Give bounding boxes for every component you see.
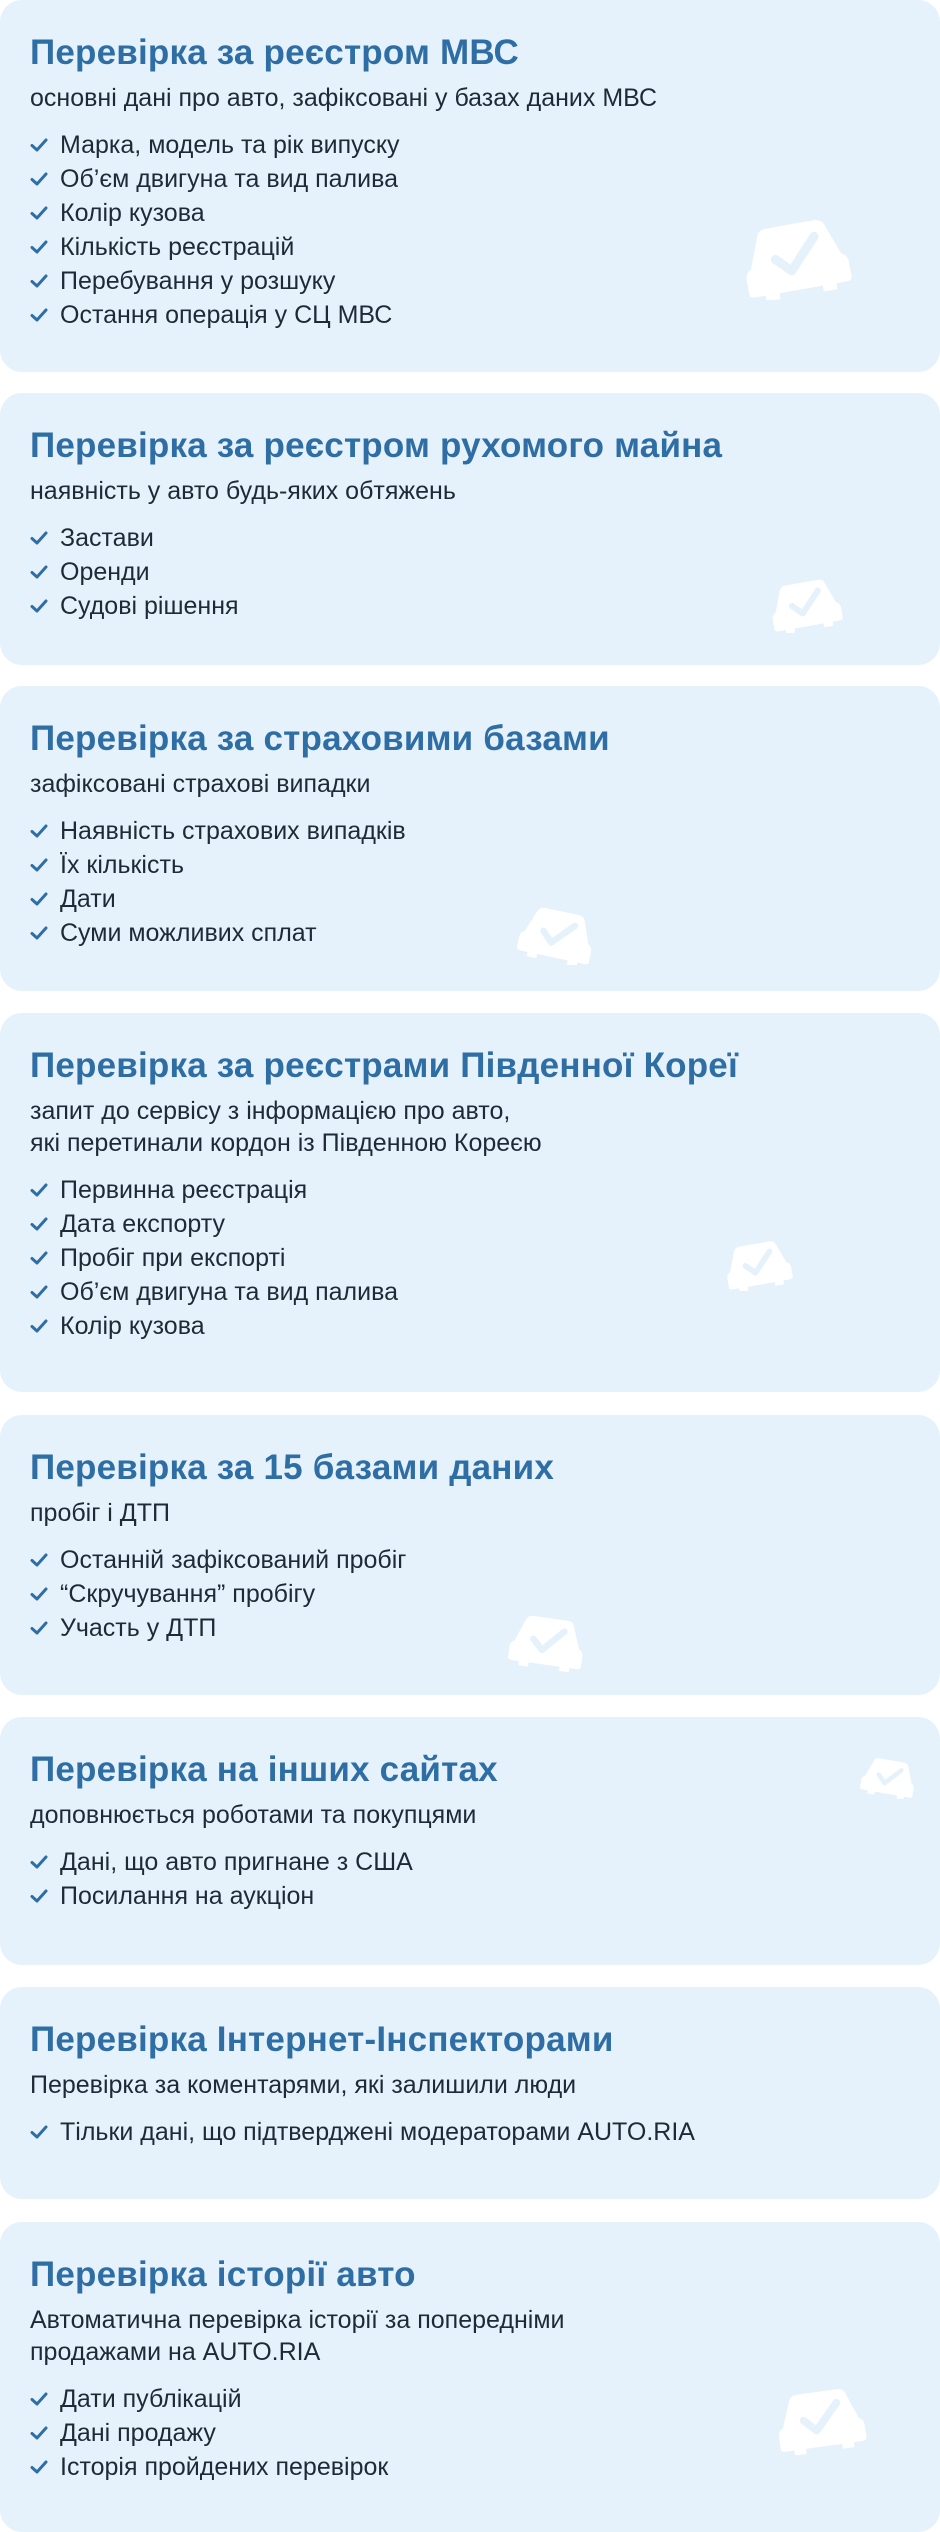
list-item xyxy=(30,2115,910,2149)
car-check-icon xyxy=(735,210,855,300)
checkmark-icon xyxy=(30,1551,48,1569)
car-check-icon xyxy=(505,1608,590,1672)
list-item-label: Марка, модель та рік випуску xyxy=(60,130,400,159)
list-item xyxy=(30,1309,910,1343)
car-check-icon xyxy=(770,2380,870,2455)
list-item xyxy=(30,2450,910,2484)
card-subtitle: запит до сервісу з інформацією про авто, які перетинали кордон із Південною Кореєю xyxy=(30,1097,542,1157)
list-item-label: “Скручування” пробігу xyxy=(60,1579,316,1608)
list-item xyxy=(30,1173,910,1207)
list-item-label: Об’єм двигуна та вид палива xyxy=(60,1277,399,1306)
card-title: Перевірка за реєстром МВС xyxy=(30,33,519,72)
list-item xyxy=(30,521,910,555)
checkmark-icon xyxy=(30,2458,48,2476)
list-item-label: Остання операція у СЦ МВС xyxy=(60,300,393,329)
card-subtitle: Перевірка за коментарями, які залишили люди xyxy=(30,2071,577,2099)
list-item xyxy=(30,128,910,162)
card-subtitle: зафіксовані страхові випадки xyxy=(30,770,371,798)
checkmark-icon xyxy=(30,1853,48,1871)
card-15-databases xyxy=(0,1415,940,1695)
car-check-icon xyxy=(515,901,600,965)
checkmark-icon xyxy=(30,136,48,154)
list-item-label: Застави xyxy=(60,523,154,552)
card-internet-inspectors xyxy=(0,1987,940,2199)
card-title: Перевірка Інтернет-Інспекторами xyxy=(30,2020,614,2059)
checkmark-icon xyxy=(30,856,48,874)
list-item xyxy=(30,162,910,196)
checkmark-icon xyxy=(30,272,48,290)
list-item-label: Оренди xyxy=(60,557,150,586)
list-item-label: Дата експорту xyxy=(60,1209,225,1238)
car-check-icon xyxy=(720,1235,795,1291)
list-item xyxy=(30,916,910,950)
checklist xyxy=(30,2115,910,2149)
checkmark-icon xyxy=(30,204,48,222)
card-movable-property-registry xyxy=(0,393,940,665)
list-item xyxy=(30,1879,910,1913)
card-title: Перевірка за 15 базами даних xyxy=(30,1448,555,1487)
list-item-label: Участь у ДТП xyxy=(60,1613,217,1642)
list-item-label: Дати xyxy=(60,884,116,913)
checkmark-icon xyxy=(30,1887,48,1905)
list-item-label: Первинна реєстрація xyxy=(60,1175,308,1204)
list-item-label: Дати публікацій xyxy=(60,2384,242,2413)
checkmark-icon xyxy=(30,2424,48,2442)
checklist xyxy=(30,1543,910,1645)
list-item xyxy=(30,1845,910,1879)
list-item xyxy=(30,1611,910,1645)
card-subtitle: Автоматична перевірка історії за попередніми продажами на AUTO.RIA xyxy=(30,2306,565,2366)
card-south-korea-registries xyxy=(0,1013,940,1392)
checkmark-icon xyxy=(30,2123,48,2141)
list-item-label: Посилання на аукціон xyxy=(60,1881,315,1910)
checkmark-icon xyxy=(30,563,48,581)
list-item-label: Кількість реєстрацій xyxy=(60,232,295,261)
list-item xyxy=(30,1543,910,1577)
checkmark-icon xyxy=(30,238,48,256)
card-other-sites xyxy=(0,1717,940,1965)
checkmark-icon xyxy=(30,170,48,188)
checkmark-icon xyxy=(30,1215,48,1233)
list-item-label: Дані, що авто пригнане з США xyxy=(60,1847,413,1876)
list-item-label: Пробіг при експорті xyxy=(60,1243,286,1272)
card-title: Перевірка історії авто xyxy=(30,2255,416,2294)
checkmark-icon xyxy=(30,924,48,942)
card-car-history xyxy=(0,2222,940,2532)
checkmark-icon xyxy=(30,1317,48,1335)
card-insurance-databases xyxy=(0,686,940,991)
car-check-icon xyxy=(858,1753,920,1799)
checkmark-icon xyxy=(30,1283,48,1301)
list-item-label: Суми можливих сплат xyxy=(60,918,317,947)
checkmark-icon xyxy=(30,597,48,615)
checkmark-icon xyxy=(30,2390,48,2408)
list-item-label: Історія пройдених перевірок xyxy=(60,2452,389,2481)
list-item xyxy=(30,1577,910,1611)
checkmark-icon xyxy=(30,1181,48,1199)
list-item-label: Дані продажу xyxy=(60,2418,216,2447)
checklist xyxy=(30,1845,910,1913)
checkmark-icon xyxy=(30,822,48,840)
checkmark-icon xyxy=(30,1585,48,1603)
card-subtitle: основні дані про авто, зафіксовані у базах даних МВС xyxy=(30,84,658,112)
list-item xyxy=(30,814,910,848)
card-title: Перевірка на інших сайтах xyxy=(30,1750,498,1789)
card-title: Перевірка за реєстрами Південної Кореї xyxy=(30,1046,739,1085)
list-item-label: Колір кузова xyxy=(60,198,205,227)
list-item xyxy=(30,298,910,332)
list-item-label: Перебування у розшуку xyxy=(60,266,336,295)
checkmark-icon xyxy=(30,306,48,324)
card-subtitle: пробіг і ДТП xyxy=(30,1499,170,1527)
list-item-label: Об’єм двигуна та вид палива xyxy=(60,164,399,193)
list-item-label: Останній зафіксований пробіг xyxy=(60,1545,407,1574)
card-title: Перевірка за страховими базами xyxy=(30,719,610,758)
car-check-icon xyxy=(765,573,845,633)
checkmark-icon xyxy=(30,890,48,908)
list-item-label: Наявність страхових випадків xyxy=(60,816,406,845)
list-item xyxy=(30,848,910,882)
card-subtitle: доповнюється роботами та покупцями xyxy=(30,1801,477,1829)
card-mvs-registry xyxy=(0,0,940,372)
list-item xyxy=(30,882,910,916)
list-item-label: Колір кузова xyxy=(60,1311,205,1340)
checklist xyxy=(30,814,910,950)
checkmark-icon xyxy=(30,1619,48,1637)
list-item-label: Судові рішення xyxy=(60,591,239,620)
card-title: Перевірка за реєстром рухомого майна xyxy=(30,426,723,465)
list-item-label: Їх кількість xyxy=(60,850,184,879)
list-item-label: Тільки дані, що підтверджені модераторами AUTO.RIA xyxy=(60,2117,695,2146)
checkmark-icon xyxy=(30,529,48,547)
card-subtitle: наявність у авто будь-яких обтяжень xyxy=(30,477,456,505)
checkmark-icon xyxy=(30,1249,48,1267)
